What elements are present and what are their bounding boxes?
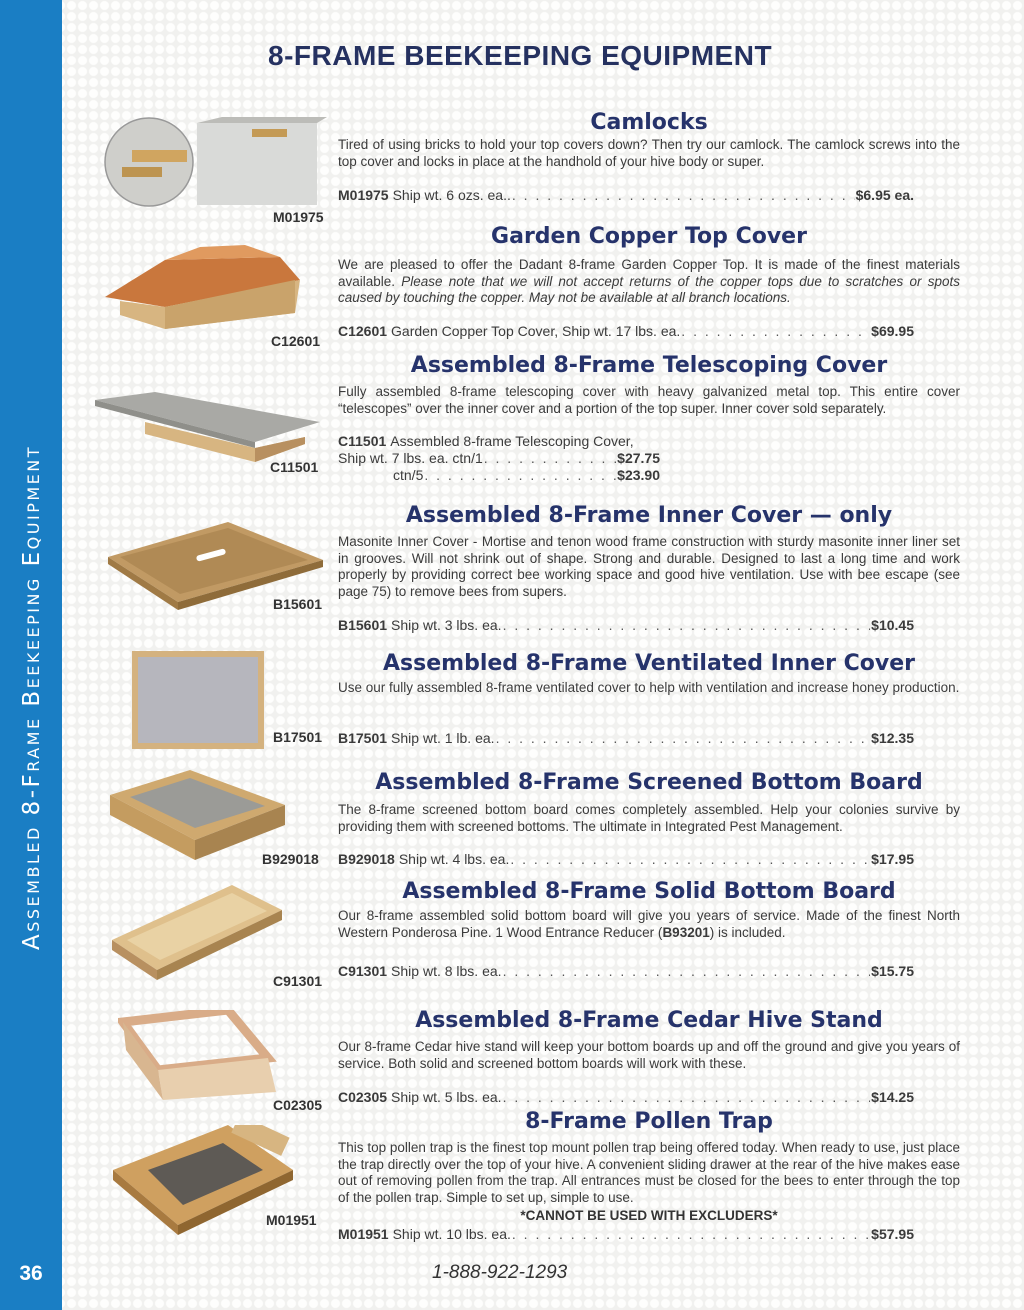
price: $12.35: [871, 730, 914, 746]
ship-detail: Garden Copper Top Cover, Ship wt. 17 lbs. ea.: [391, 323, 681, 339]
product-title: Assembled 8-Frame Telescoping Cover: [410, 353, 888, 378]
price-row: [338, 323, 914, 339]
ship-detail: Assembled 8-frame Telescoping Cover,: [390, 433, 634, 449]
image-code: C91301: [273, 973, 323, 989]
copper-top-image: [105, 245, 305, 335]
sku: C12601: [338, 323, 388, 339]
product-title: Assembled 8-Frame Cedar Hive Stand: [415, 1008, 883, 1033]
ship-detail: Ship wt. 10 lbs. ea.: [392, 1226, 511, 1242]
sku: C11501: [338, 433, 387, 449]
ship-detail: Ship wt. 6 ozs. ea..: [392, 187, 511, 203]
ship-detail: Ship wt. 5 lbs. ea.: [391, 1089, 502, 1105]
image-code: B929018: [262, 851, 319, 867]
sidebar: [0, 0, 62, 1310]
price-row: [338, 187, 914, 203]
product-description: Use our fully assembled 8-frame ventilated cover to help with ventilation and increase honey production.: [338, 680, 960, 695]
price: $17.95: [871, 851, 914, 867]
image-code: C11501: [270, 459, 319, 475]
image-code: B17501: [273, 729, 323, 745]
ship-detail: ctn/5: [393, 467, 424, 483]
product-description: Masonite Inner Cover - Mortise and tenon wood frame construction with sturdy masonite inner liner set in grooves. Will not shrink out of shape. Strong and durable. Designed to last a long time and work properly by providing correct bee working space and good hive ventilation. Use with bee escape (see page 75) to remove bees from supers.: [338, 534, 960, 599]
product-title: Camlocks: [590, 110, 708, 135]
price: $6.95 ea.: [855, 187, 914, 203]
price: $15.75: [871, 963, 914, 979]
leader-dots: [512, 1226, 870, 1242]
sku: M01975: [338, 187, 389, 203]
product-note: *CANNOT BE USED WITH EXCLUDERS*: [520, 1208, 778, 1223]
cedar-stand-image: [118, 1010, 278, 1100]
ship-detail: Ship wt. 3 lbs. ea.: [391, 617, 502, 633]
product-description: This top pollen trap is the finest top mount pollen trap being offered today. When ready to use, just place the trap directly over the top of your hive. A convenient sliding drawer at the rear of the hive makes ease out of removing pollen from the trap. All entrances must be closed for the bees to enter through the top of the pollen trap. Simple to set up, simple to use.: [338, 1140, 960, 1205]
description-text: We are pleased to offer the Dadant 8-frame Garden Copper Top. It is made of the finest materials available.: [338, 257, 960, 289]
sku: C02305: [338, 1089, 388, 1105]
leader-dots: [424, 467, 616, 483]
solid-bottom-image: [112, 885, 282, 985]
ventilated-cover-image: [132, 651, 264, 749]
product-description: [338, 257, 960, 307]
leader-dots: [512, 187, 855, 203]
leader-dots: [484, 450, 616, 466]
product-description: Tired of using bricks to hold your top covers down? Then try our camlock. The camlock screws into the top cover and locks in place at the handhold of your hive body or super.: [338, 137, 960, 169]
description-text: Our 8-frame assembled solid bottom board will give you years of service. Made of the finest North Western Ponderosa Pine. 1 Wood Entrance Reducer (: [338, 908, 960, 940]
leader-dots: [496, 730, 871, 746]
ship-detail: Ship wt. 1 lb. ea.: [391, 730, 495, 746]
sku: M01951: [338, 1226, 389, 1242]
leader-dots: [503, 1089, 871, 1105]
price-row-ctn5: [393, 467, 660, 483]
description-end: ) is included.: [709, 924, 786, 940]
image-code: B15601: [273, 596, 323, 612]
product-description: Our 8-frame Cedar hive stand will keep your bottom boards up and off the ground and give you years of service. Both solid and screened bottom boards will work with these.: [338, 1039, 960, 1071]
product-title: Assembled 8-Frame Inner Cover — only: [405, 503, 893, 528]
price-row: [338, 963, 914, 979]
price-row-ctn1: [338, 450, 660, 466]
price: $27.75: [617, 450, 660, 466]
sidebar-title: Assembled 8-Frame Beekeeping Equipment: [19, 444, 45, 950]
price-row: [338, 433, 668, 449]
ship-detail: Ship wt. 7 lbs. ea. ctn/1: [338, 450, 483, 466]
product-title: Assembled 8-Frame Ventilated Inner Cover: [383, 651, 915, 676]
price: $10.45: [871, 617, 914, 633]
phone-number: 1-888-922-1293: [432, 1262, 568, 1283]
sku: C91301: [338, 963, 388, 979]
leader-dots: [681, 323, 870, 339]
price-row: [338, 617, 914, 633]
page-number: 36: [19, 1262, 43, 1285]
sku: B929018: [338, 851, 395, 867]
screened-bottom-image: [110, 770, 285, 870]
price: $23.90: [617, 467, 660, 483]
price: $69.95: [871, 323, 914, 339]
price-row: [338, 730, 914, 746]
price: $57.95: [871, 1226, 914, 1242]
price-row: [338, 1089, 914, 1105]
sku: B15601: [338, 617, 388, 633]
product-title: Garden Copper Top Cover: [491, 224, 807, 249]
price-row: [338, 851, 914, 867]
camlock-image: [102, 115, 327, 210]
image-code: M01951: [266, 1212, 317, 1228]
image-code: M01975: [273, 209, 324, 225]
description-bold: B93201: [662, 924, 710, 940]
leader-dots: [503, 617, 871, 633]
price-row: [338, 1226, 914, 1242]
leader-dots: [510, 851, 870, 867]
image-code: C02305: [273, 1097, 323, 1113]
leader-dots: [503, 963, 871, 979]
product-title: Assembled 8-Frame Solid Bottom Board: [402, 879, 896, 904]
product-title: 8-Frame Pollen Trap: [525, 1109, 773, 1134]
product-title: Assembled 8-Frame Screened Bottom Board: [375, 770, 923, 795]
product-description: [338, 908, 960, 941]
description-italic: Please note that we will not accept returns of the copper tops due to scratches or spots caused by touching the copper. May not be available at all branch locations.: [338, 273, 960, 305]
price: $14.25: [871, 1089, 914, 1105]
ship-detail: Ship wt. 8 lbs. ea.: [391, 963, 502, 979]
page-title: 8-FRAME BEEKEEPING EQUIPMENT: [268, 40, 773, 71]
product-description: The 8-frame screened bottom board comes completely assembled. Help your colonies survive by providing them with screened bottoms. The ultimate in Integrated Pest Management.: [338, 802, 960, 834]
image-code: C12601: [271, 333, 321, 349]
sku: B17501: [338, 730, 388, 746]
product-description: Fully assembled 8-frame telescoping cover with heavy galvanized metal top. This entire cover “telescopes” over the inner cover and a portion of the top super. Inner cover sold separately.: [338, 384, 960, 416]
ship-detail: Ship wt. 4 lbs. ea.: [398, 851, 510, 867]
